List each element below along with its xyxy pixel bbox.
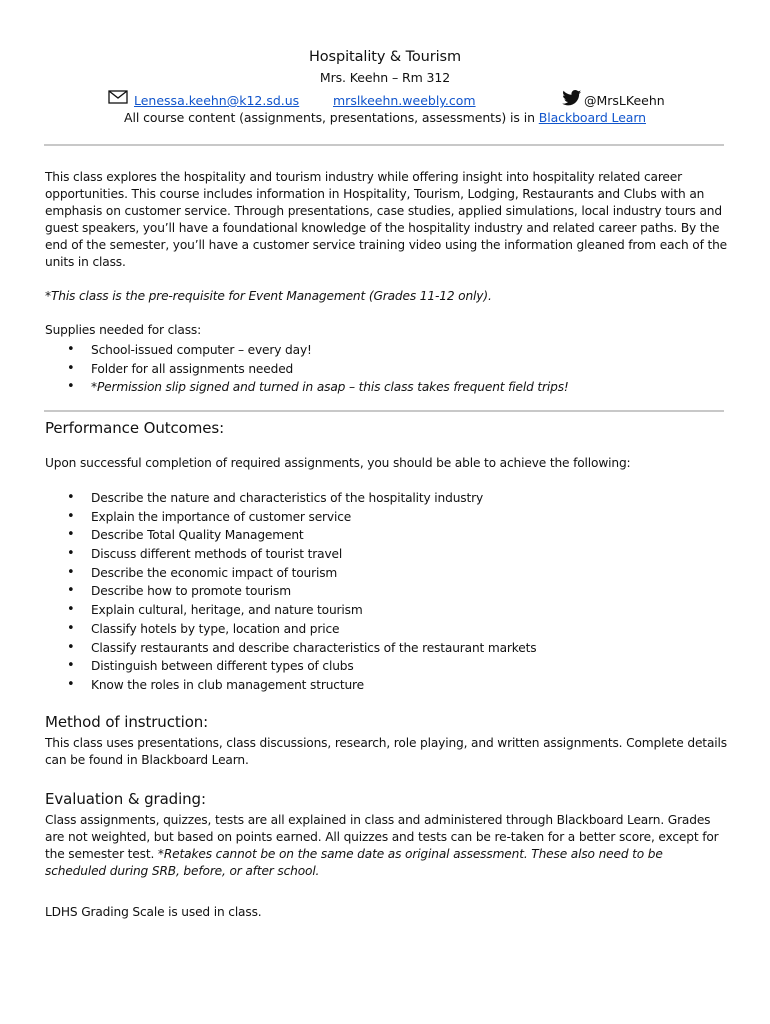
prerequisite-note: *This class is the pre-requisite for Event Management (Grades 11-12 only). (45, 289, 492, 303)
envelope-icon (108, 90, 128, 107)
list-item: • Classify hotels by type, location and price (45, 620, 536, 639)
outcomes-list (45, 489, 536, 695)
list-item: • Know the roles in club management structure (45, 676, 536, 695)
supplies-list (45, 341, 569, 397)
course-content-line (0, 110, 770, 126)
document-header (0, 48, 770, 126)
list-item: • Distinguish between different types of clubs (45, 657, 536, 676)
email-link[interactable]: Lenessa.keehn@k12.sd.us (134, 93, 300, 108)
twitter-handle: @MrsLKeehn (584, 93, 665, 108)
method-heading: Method of instruction: (45, 713, 209, 731)
list-item: • Describe the economic impact of tourism (45, 564, 536, 583)
website-link[interactable]: mrslkeehn.weebly.com (333, 93, 476, 108)
list-item: • Describe the nature and characteristics of the hospitality industry (45, 489, 536, 508)
evaluation-heading: Evaluation & grading: (45, 790, 206, 808)
twitter-bird-icon (562, 90, 582, 109)
retake-note: Retakes cannot be on the same date as original assessment. These also need to be scheduled during SRB, before, or after school. (45, 847, 663, 878)
list-item: • Explain cultural, heritage, and nature tourism (45, 601, 536, 620)
course-title: Hospitality & Tourism (308, 49, 461, 65)
evaluation-body: Class assignments, quizzes, tests are all explained in class and administered through Blackboard Learn. Grades are not weighted, but based on points earned. All quizzes and tests can be re-taken for a better score, except for the semester test. * (45, 813, 719, 861)
list-item: • Explain the importance of customer service (45, 508, 536, 527)
outcomes-intro: Upon successful completion of required assignments, you should be able to achieve the following: (45, 456, 631, 470)
course-description: This class explores the hospitality and tourism industry while offering insight into hospitality related career opportunities. This course includes information in Hospitality, Tourism, Lodging, Restaurants and Clubs with an emphasis on customer service. Through presentations, case studies, applied simulations, local industry tours and guest speakers, you’ll have a foundational knowledge of the hospitality industry and related career paths. By the end of the semester, you’ll have a customer service training video using the information gleaned from each of the units in class. (45, 170, 727, 269)
list-item: • Describe how to promote tourism (45, 582, 536, 601)
evaluation-text (45, 812, 727, 880)
grading-scale-note: LDHS Grading Scale is used in class. (45, 905, 262, 919)
performance-outcomes-heading: Performance Outcomes: (45, 419, 225, 437)
contact-row (0, 90, 770, 110)
blackboard-learn-link[interactable]: Blackboard Learn (538, 110, 646, 125)
list-item: • *Permission slip signed and turned in asap – this class takes frequent field trips! (45, 378, 569, 397)
list-item: • Discuss different methods of tourist travel (45, 545, 536, 564)
list-item: • Describe Total Quality Management (45, 526, 536, 545)
divider (44, 144, 724, 146)
list-item: • Folder for all assignments needed (45, 360, 569, 379)
supplies-label: Supplies needed for class: (45, 323, 202, 337)
divider (44, 410, 724, 412)
course-content-text: All course content (assignments, presentations, assessments) is in (124, 110, 539, 125)
method-text: This class uses presentations, class discussions, research, role playing, and written assignments. Complete details can be found in Blackboard Learn. (45, 736, 727, 767)
list-item: • Classify restaurants and describe characteristics of the restaurant markets (45, 639, 536, 658)
list-item: • School-issued computer – every day! (45, 341, 569, 360)
teacher-room: Mrs. Keehn – Rm 312 (319, 70, 451, 85)
